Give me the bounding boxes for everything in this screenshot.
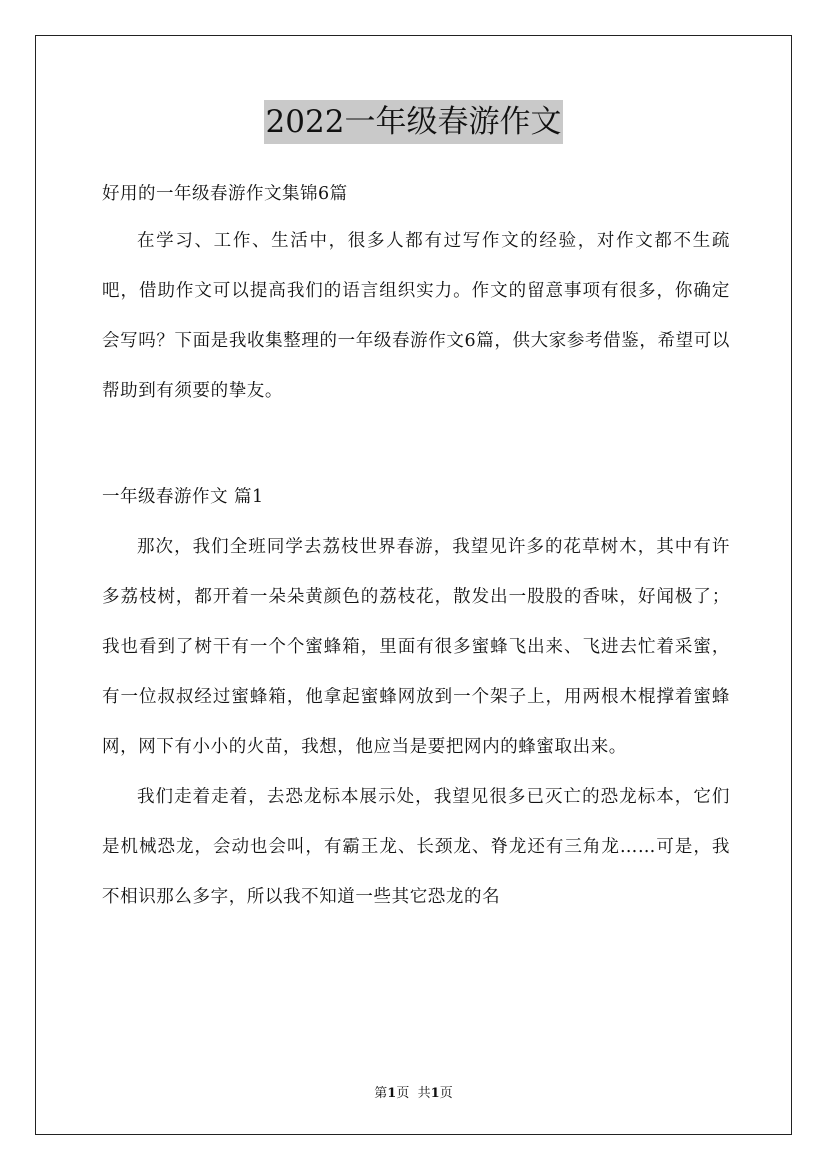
- section-spacer: [102, 416, 730, 472]
- page-footer: [0, 1082, 827, 1101]
- total-suffix: 页: [439, 1086, 453, 1101]
- body-paragraph-2: 我们走着走着，去恐龙标本展示处，我望见很多已灭亡的恐龙标本，它们是机械恐龙，会动也会叫，有霸王龙、长颈龙、脊龙还有三角龙……可是，我不相识那么多字，所以我不知道一些其它恐龙的名: [102, 787, 730, 907]
- document-title: 2022一年级春游作文: [264, 100, 564, 144]
- page-suffix: 页: [396, 1086, 410, 1101]
- intro-paragraph: 在学习、工作、生活中，很多人都有过写作文的经验，对作文都不生疏吧，借助作文可以提高我们的语言组织实力。作文的留意事项有很多，你确定会写吗？下面是我收集整理的一年级春游作文6篇，供大家参考借鉴，希望可以帮助到有须要的挚友。: [102, 231, 730, 401]
- total-pages: 1: [430, 1086, 440, 1101]
- section-heading: 一年级春游作文 篇1: [102, 487, 264, 507]
- document-subtitle: 好用的一年级春游作文集锦6篇: [102, 184, 348, 204]
- title-wrapper: [0, 100, 827, 144]
- page-number: 1: [387, 1086, 397, 1101]
- body-paragraph-1: 那次，我们全班同学去荔枝世界春游，我望见许多的花草树木，其中有许多荔枝树，都开着一朵朵黄颜色的荔枝花，散发出一股股的香味，好闻极了；我也看到了树干有一个个蜜蜂箱，里面有很多蜜蜂飞出来、飞进去忙着采蜜，有一位叔叔经过蜜蜂箱，他拿起蜜蜂网放到一个架子上，用两根木棍撑着蜜蜂网，网下有小小的火苗，我想，他应当是要把网内的蜂蜜取出来。: [102, 537, 730, 757]
- document-body: [102, 172, 730, 922]
- total-prefix: 共: [417, 1086, 431, 1101]
- page-prefix: 第: [374, 1086, 388, 1101]
